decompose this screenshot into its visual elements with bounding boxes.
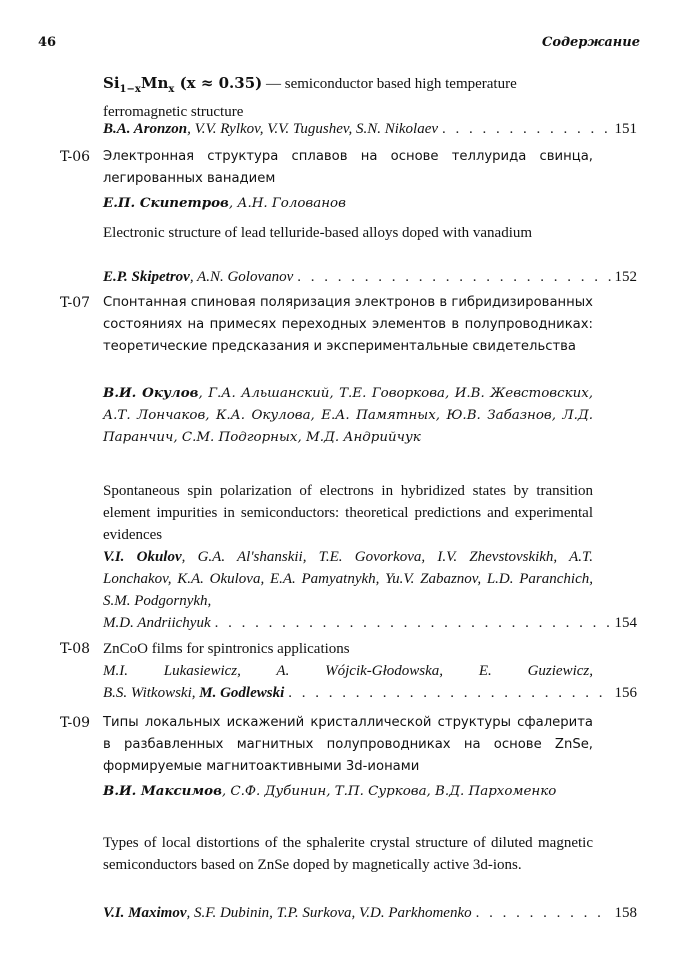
ru-title: Электронная структура сплавов на основе теллурида свинца, легированных ванадием: [103, 149, 593, 186]
page-ref: 151: [614, 121, 637, 137]
ru-authors: В.И. Окулов, Г.А. Альшанский, Т.Е. Говоркова, И.В. Жевстовских, А.Т. Лончаков, К.А. Окулова, Е.А. Памятных, Ю.В. Забазнов, Л.Д. Паранчич, С.М. Подгорных, М.Д. Андрийчук: [103, 385, 593, 445]
lead-author: M. Godlewski: [199, 685, 285, 701]
lead-author: V.I. Maximov: [103, 905, 187, 921]
lead-author: E.P. Skipetrov: [103, 269, 190, 285]
en-title: Electronic structure of lead telluride-based alloys doped with vanadium: [103, 225, 533, 241]
en-authors-last: B.S. Witkowski, M. Godlewski . . . 156: [103, 682, 637, 704]
lead-author: B.A. Aronzon: [103, 121, 188, 137]
page-header: [38, 35, 640, 55]
dot-leader: [288, 682, 610, 704]
page-ref: 152: [614, 269, 637, 285]
page-ref: 158: [614, 905, 637, 921]
dot-leader: [442, 118, 610, 140]
en-title: Spontaneous spin polarization of electrons in hybridized states by transition element impurities in semiconductors: theoretical predictions and experimental evidences: [103, 483, 593, 543]
en-authors-last: M.D. Andriichyuk . . . 154: [103, 612, 637, 634]
en-authors: V.I. Okulov, G.A. Al'shanskii, T.E. Govorkova, I.V. Zhevstovskikh, A.T. Lonchakov, K.A. Okulova, E.A. Pamyatnykh, Yu.V. Zabaznov, L.D. Paranchich, S.M. Podgornykh,: [103, 549, 593, 609]
en-title: $Si_{1-x}Mn_x$ (x ≈ 0.35) — semiconductor based high temperature ferromagnetic structure: [103, 74, 517, 120]
entry-code: T-09: [60, 715, 91, 731]
dot-leader: [215, 612, 611, 634]
page-number: 46: [38, 35, 57, 50]
entry-code: T-06: [60, 149, 91, 165]
lead-author: Е.П. Скипетров: [103, 195, 229, 211]
ru-authors: В.И. Максимов, С.Ф. Дубинин, Т.П. Суркова, В.Д. Пархоменко: [103, 783, 557, 799]
dot-leader: [297, 266, 610, 288]
ru-title: Спонтанная спиновая поляризация электронов в гибридизированных состояниях на примесях переходных элементов в полупроводниках: теоретические предсказания и экспериментальные свидетельства: [103, 295, 593, 354]
ru-authors: Е.П. Скипетров, А.Н. Голованов: [103, 195, 346, 211]
en-title: Types of local distortions of the sphalerite crystal structure of diluted magnetic semiconductors based on ZnSe doped by magnetically active 3d-ions.: [103, 835, 593, 873]
dot-leader: [476, 902, 611, 924]
lead-author: V.I. Okulov: [103, 549, 182, 565]
page-ref: 154: [614, 615, 637, 631]
lead-author: В.И. Максимов: [103, 783, 222, 799]
en-authors: E.P. Skipetrov, A.N. Golovanov . . . 152: [103, 266, 637, 288]
section-title: Содержание: [541, 35, 640, 50]
en-authors: B.A. Aronzon, V.V. Rylkov, V.V. Tugushev, S.N. Nikolaev . . . 151: [103, 118, 637, 140]
page-ref: 156: [614, 685, 637, 701]
ru-title: Типы локальных искажений кристаллической структуры сфалерита в разбавленных магнитных полупроводниках на основе ZnSe, формируемые магнитоактивными 3d-ионами: [103, 715, 593, 774]
lead-author: В.И. Окулов: [103, 385, 199, 401]
entry-code: T-08: [60, 641, 91, 657]
formula: $Si_{1-x}Mn_x$ (x ≈ 0.35): [103, 74, 263, 95]
en-authors: M.I. Lukasiewicz, A. Wójcik-Głodowska, E. Guziewicz,: [103, 663, 593, 679]
en-title: ZnCoO films for spintronics applications: [103, 641, 350, 657]
en-authors: V.I. Maximov, S.F. Dubinin, T.P. Surkova, V.D. Parkhomenko . . . 158: [103, 902, 637, 924]
entry-code: T-07: [60, 295, 91, 311]
